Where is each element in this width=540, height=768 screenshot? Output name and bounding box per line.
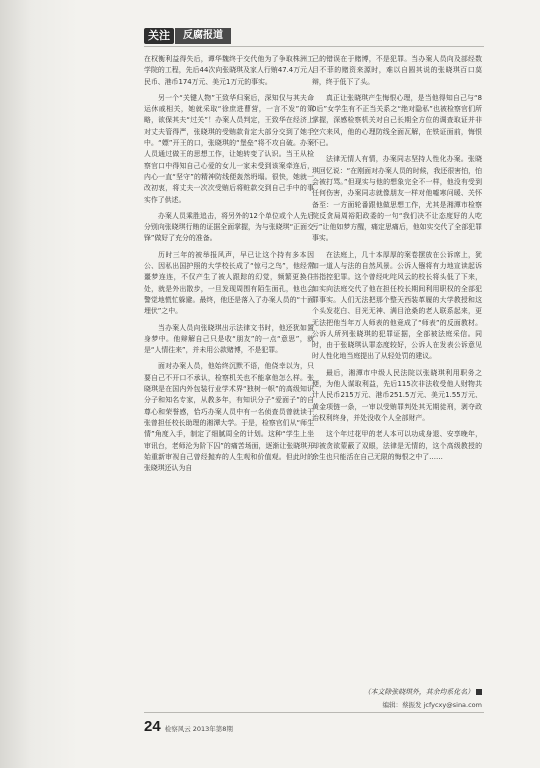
author-note	[312, 686, 482, 696]
page-spine-shadow	[0, 0, 78, 768]
paragraph: 这个年过花甲的老人本可以功成身退、安享晚年，却被贪欲蒙蔽了双眼，法律是无情的，这个高级教授的余生也只能活在自己无限的悔恨之中了……	[312, 430, 482, 461]
paragraph: 在法庭上，几十本厚厚的案卷摆放在公诉席上，犹如一道人与法的自然风景。公诉人镪将有力地宣读起诉书指控犯罪。这个曾经叱咤风云的校长将头低了下来，如实向法庭交代了他在担任校长期间利用职权的全部犯罪事实。人们无法把那个整天西装革履的大学教授和这个头发花白、目光无神、满目沧桑的老人联系起来，更无法把他当年万人师表的他竟成了“师表”的反面教材。公诉人所列张晓琪的犯罪证据，全部被法庭采信。同时，由于张晓琪认罪态度较好，公诉人在发表公诉意见时人性化地当庭提出了从轻处罚的建议。	[312, 250, 482, 361]
paragraph: 历时三年的被举报风声，早已让这个持有多本因公、因私出国护照的大学校长成了“惊弓之鸟”，他经常噩梦连连，不仅产生了被人跟踪的幻觉，频繁更换住处，就是外出散步，一旦发现周围有陌生面孔，他也会警觉地慌忙躲避。最终，他还是落入了办案人员的“十面埋伏”之中。	[144, 250, 314, 316]
paragraph: 面对办案人员，他始终沉默不语，他侥幸以为，只要自己不开口不承认，检察机关也不能拿他怎么样。张晓琪是在国内外包装行业学术界“独树一帜”的高级知识分子和知名专家，从教多年，有知识分子“爱面子”的自尊心和荣誉感，恰巧办案人员中有一名侦查员曾就读于张曾担任校长助理的湘潭大学。于是，检察官们从“师生情”角度入手，制定了细腻周全的计划。这种“学生上坐审讯台，老师沦为阶下囚”的痛苦场面，逐渐让张晓琪开始重新审视自己曾经抛弃的人生观和价值观。但此时的张晓琪还认为自	[144, 362, 314, 473]
footer-divider	[144, 712, 484, 713]
paragraph: 法律无情人有情，办案同志坚持人性化办案。张晓琪回忆说：“在刚面对办案人员的时候，我还很害怕，怕会被打骂。”但现实与他的想象完全不一样，他没有受到任何伤害，办案同志就像朋友一样对他嘘寒问暖、关怀备至：一方面轮番跟他做思想工作，尤其是湘潭市检察院反贪局周裕阳政委的一句“我们决不让态度好的人吃亏”让他如梦方醒，痛定思痛后，他如实交代了全部犯罪事实。	[312, 155, 482, 243]
end-mark-icon	[476, 689, 482, 695]
header-badge: 关注	[144, 28, 174, 44]
paragraph: 最后，湘潭市中级人民法院以张晓琪利用职务之便，为他人谋取利益，先后115次非法收受他人财物共计人民币215万元、港币251.5万元、美元1.55万元、黄金项链一条，一审以受贿罪判处其无期徒刑，剥夺政治权利终身，并处没收个人全部财产。	[312, 368, 482, 422]
paragraph: 在权衡利益得失后，谭华魏终于交代他为了争取株洲工学院的工程，先后44次向张晓琪及家人行贿47.4万元人民币、港币174万元、美元1万元的事实。	[144, 55, 314, 86]
paragraph: 真正让张晓琪产生悔恨心理，是当他得知自己与“80后”女学生有不正当关系之“绝对隐私”也被检察官们所掌握，深感检察机关对自己长期全方位的调查取证并非空穴来风，他的心理防线全面瓦解，在铁证面前，悔恨不已。	[312, 93, 482, 148]
paragraph: 当办案人员向张晓琪出示法律文书时，他还犹如置身梦中。他辩解自己只是收“朋友”的一点“意思”，就是“人情往来”，并未用公款赌博，不是犯罪。	[144, 323, 314, 355]
header-section-title: 反腐报道	[175, 28, 231, 44]
header-divider	[144, 46, 484, 47]
paragraph: 办案人员乘胜追击，将另外的12个单位或个人先后分别向张晓琪行贿的证据全面掌握，为与张晓琪“正面交锋”做好了充分的准备。	[144, 211, 314, 243]
paragraph: 另一个“关键人物”王致华归案后，深知仅与其夫命运休戚相关，她就采取“徐庶进曹营，一言不发”的策略，欲保其夫“过关”！办案人员判定，王致华在经济上对丈夫管得严，张晓琪的受贿款肯定大部分交到了她手中。“嫖”开王的口，张晓琪的“堡垒”将不攻自破。办案人员通过做王的思想工作，让她转变了认识。当王从检察官口中得知自己心爱的女儿一家未受到该案牵连后，内心一直“坚守”的精神防线便轰然坍塌。很快，她就一改初衷，将丈夫一次次受贿后将赃款交到自己手中的事实作了供述。	[144, 93, 314, 204]
editor-credit: 编辑：蔡振发 jcfycxy@sina.com	[382, 701, 482, 709]
paragraph: 己的错误在于赌博，不是犯罪。当办案人员向及部经数目不菲的赌资来源时，难以自圆其说的张晓琪百口莫辩，终于低下了头。	[312, 55, 482, 86]
article-right-column	[312, 54, 482, 468]
magazine-issue: 检察风云 2013年第8期	[164, 725, 233, 733]
page-number: 24	[144, 718, 161, 735]
author-note-text: （本文除张晓琪外，其余均系化名）	[363, 688, 474, 696]
section-header	[144, 28, 231, 44]
page-footer	[144, 718, 233, 735]
article-left-column	[144, 54, 314, 479]
